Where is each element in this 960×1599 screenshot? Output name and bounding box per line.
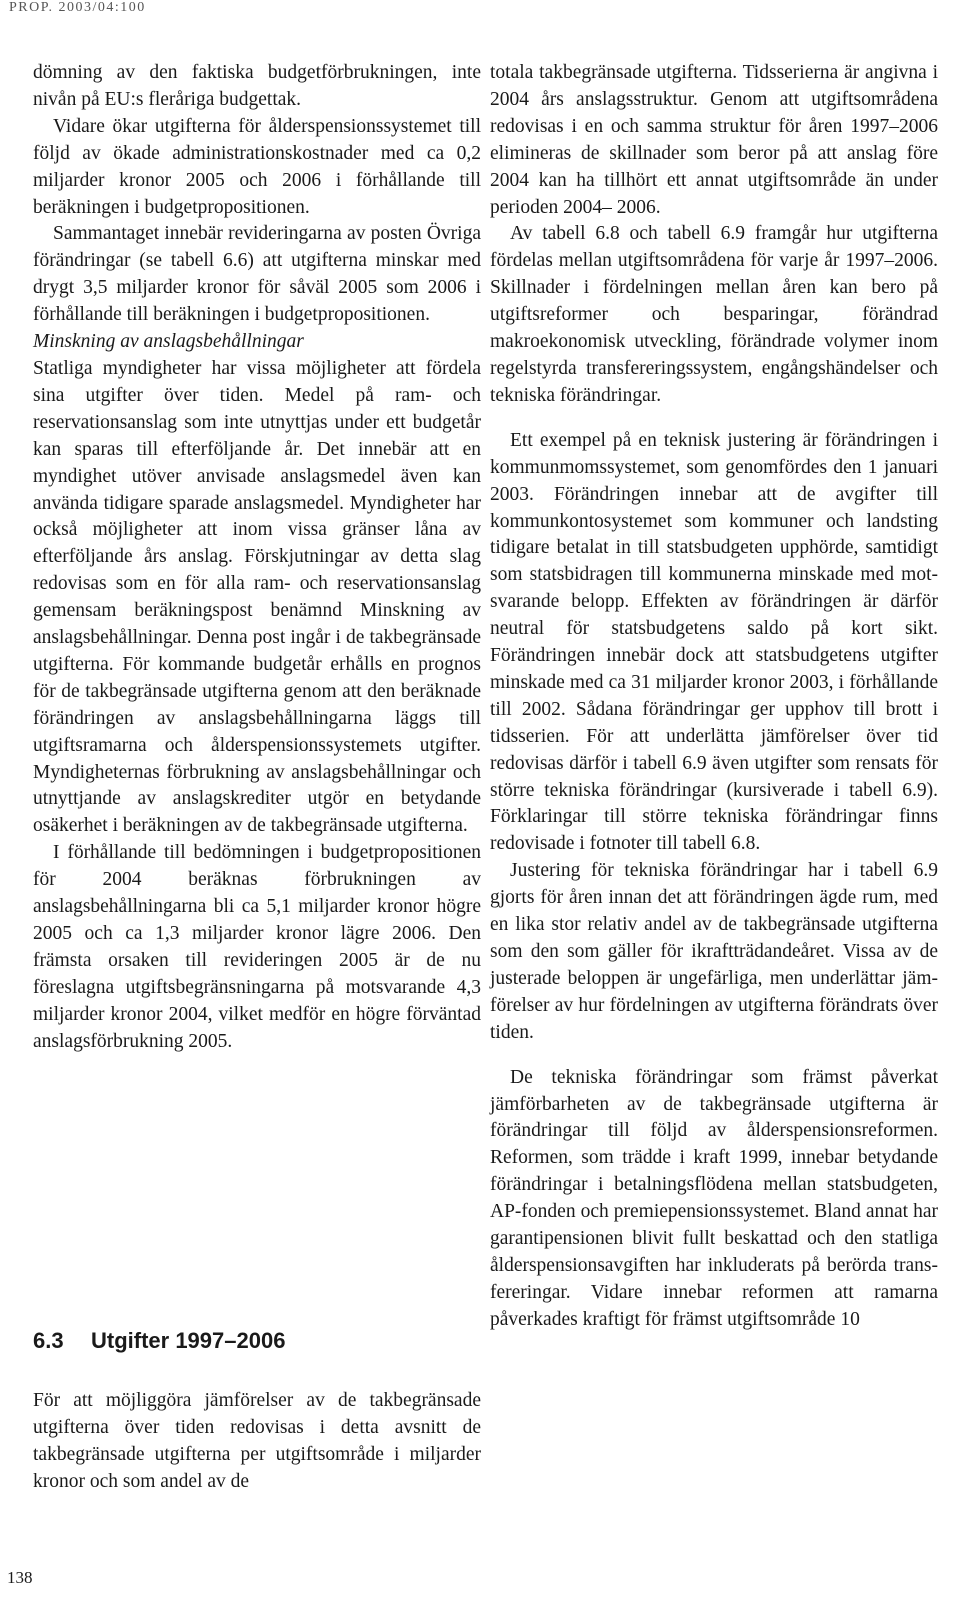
paragraph: totala takbegränsade utgifterna. Tidsserierna är angivna i 2004 års anslagsstruktur. Genom att utgiftsområdena redovisas i en och samma struktur för åren 1997–2006 elimineras de skillnader som beror på att anslag före 2004 kan ha tillhört ett annat utgiftsområde än under perioden 2004– 2006. (490, 62, 938, 218)
section-body (33, 1388, 481, 1496)
section-title: Utgifter 1997–2006 (91, 1328, 286, 1353)
paragraph: dömning av den faktiska budgetförbrukningen, inte nivån på EU:s fleråriga budgettak. (33, 62, 481, 110)
paragraph: Sammantaget innebär revideringarna av posten Övriga förändringar (se tabell 6.6) att utgifterna minskar med drygt 3,5 miljarder kronor för såväl 2005 som 2006 i förhållande till beräkningen i budgetpropositionen. (33, 223, 481, 326)
paragraph: Justering för tekniska förändringar har i tabell 6.9 gjorts för åren innan det att förändringen ägde rum, med en lika stor relativ andel av de takbegränsade utgifterna som den som gäller för ikraftträdandeåret. Vissa av de justerade beloppen är ungefärliga, men underlättar jämförelser av hur fördelningen av utgifterna förändrats över tiden. (490, 860, 938, 1043)
section-heading (33, 1328, 481, 1354)
paragraph: Av tabell 6.8 och tabell 6.9 framgår hur utgifterna fördelas mellan utgiftsområdena för varje år 1997–2006. Skillnader i fördelningen mellan åren kan bero på utgiftsreformer och besparingar, förändrad makroekonomisk utveckling, förändrade volymer inom regelstyrda transfereringssystem, engångshändelser och tekniska förändringar. (490, 223, 938, 406)
section-number: 6.3 (33, 1328, 64, 1353)
left-column (33, 60, 481, 1056)
paragraph: I förhållande till bedömningen i budgetpropositionen för 2004 beräknas förbrukningen av anslagsbehållningarna bli ca 5,1 miljarder kronor högre 2005 och ca 1,3 miljarder kronor lägre 2006. Den främsta orsaken till revideringen 2005 är de nu föreslagna utgiftsbegränsningarna på motsvarande 4,3 miljarder kronor 2004, vilket medför en högre förväntad anslagsförbrukning 2005. (33, 842, 481, 1052)
right-column (490, 60, 938, 1334)
paragraph: För att möjliggöra jämförelser av de takbegränsade utgifterna över tiden redovisas i detta avsnitt de takbegränsade utgifterna per utgiftsområde i miljarder kronor och som andel av de (33, 1390, 481, 1492)
paragraph: Statliga myndigheter har vissa möjligheter att fördela sina utgifter över tiden. Medel på ram- och reservationsanslag som inte utnyttjas under ett budgetår kan sparas till efterföljande år. Det innebär att en myndighet utöver anvisade anslagsmedel även kan använda tidigare sparade anslagsmedel. Myndigheter har också möjligheter att inom vissa gränser låna av efterföljande års anslag. Förskjutningar av detta slag redovisas som en för alla ram- och reservationsanslag gemensam beräkningspost benämnd Minskning av anslagsbehållningar. Denna post ingår i de takbegränsade utgifterna. För kommande budgetår erhålls en prognos för de takbegränsade utgifterna genom att den beräknade förändringen av anslagsbehållningarna läggs till utgiftsramarna och ålderspensionssystemets utgifter. Myndigheternas förbrukning av anslagsbehållningar och utnyttjande av anslagskrediter utgör en betydande osäkerhet i beräkningen av de takbegränsade utgifterna. (33, 357, 481, 837)
subheading: Minskning av anslagsbehållningar (33, 331, 304, 353)
page-number: 138 (7, 1568, 33, 1587)
paragraph: De tekniska förändringar som främst påverkat jämförbarheten av de takbegränsade utgifterna är förändringar till följd av ålderspensionsreformen. Reformen, som trädde i kraft 1999, innebar betydande förändringar i betalningsflödena mellan statsbudgeten, AP-fonden och premiepensionssystemet. Bland annat har garantipensionen blivit fullt beskattad och den statliga ålderspensionsavgiften har inkluderats på berörda transfereringar. Vidare innebar reformen att ramarna påverkades kraftigt för främst utgiftsområde 10 (490, 1066, 938, 1330)
running-head: PROP. 2003/04:100 (9, 0, 146, 15)
paragraph: Ett exempel på en teknisk justering är förändringen i kommunmomssystemet, som genomfördes den 1 januari 2003. Förändringen innebar att de avgifter till kommunkontosystemet som kommuner och landsting tidigare betalat in till statsbudgeten upphörde, samtidigt som statsbidragen till kommunerna minskade med motsvarande belopp. Effekten av förändringen är därför neutral för statsbudgetens saldo på kort sikt. Förändringen innebär dock att statsbudgetens utgifter minskade med ca 31 miljarder kronor 2003, i förhållande till 2002. Sådana förändringar ger upphov till brott i tidsserien. För att underlätta jämförelser över tid redovisas därför i tabell 6.9 även utgifter som rensats för större tekniska förändringar (kursiverade i tabell 6.9). Förklaringar till större tekniska förändringar finns redovisade i fotnoter till tabell 6.8. (490, 429, 938, 855)
paragraph: Vidare ökar utgifterna för ålderspensionssystemet till följd av ökade administrationskostnader med ca 0,2 miljarder kronor 2005 och 2006 i förhållande till beräkningen i budgetpropositionen. (33, 115, 481, 218)
